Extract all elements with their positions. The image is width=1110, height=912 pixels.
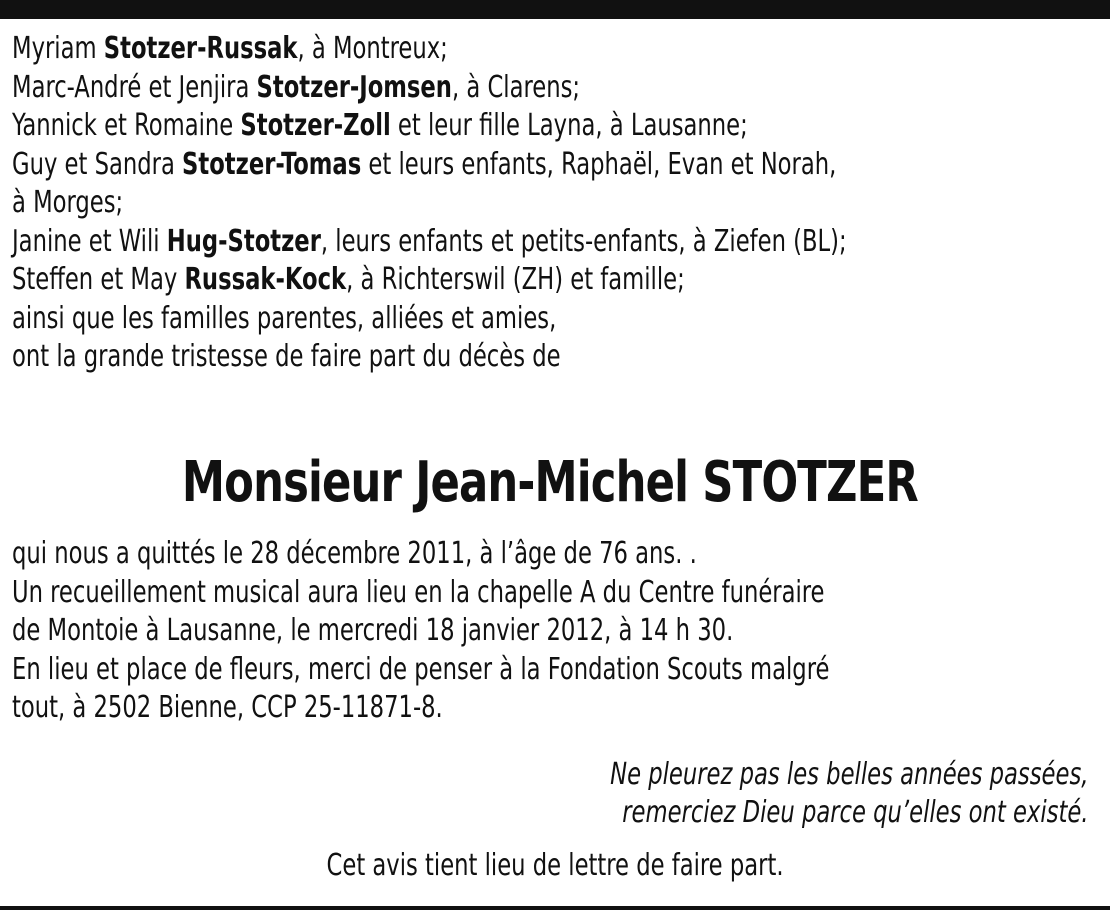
quote-line: Ne pleurez pas les belles années passées, [609,757,1088,792]
body-line: tout, à 2502 Bienne, CCP 25-11871-8. [12,690,443,725]
deceased-name: Monsieur Jean-Michel STOTZER [182,450,918,515]
quote-line: remerciez Dieu parce qu’elles ont existé. [621,795,1088,830]
family-line: ont la grande tristesse de faire part du décès de [12,339,561,374]
body-line: qui nous a quittés le 28 décembre 2011, à l’âge de 76 ans. . [12,536,697,571]
family-line: Guy et Sandra Stotzer-Tomas et leurs enfants, Raphaël, Evan et Norah, [12,146,837,182]
family-list [12,30,928,377]
family-line: Myriam Stotzer-Russak, à Montreux; [12,31,448,66]
family-line: Janine et Wili Hug-Stotzer, leurs enfants et petits-enfants, à Ziefen (BL); [12,223,847,259]
bottom-rule [0,906,1110,910]
memorial-quote [610,756,1088,832]
family-line: Marc-André et Jenjira Stotzer-Jomsen, à Clarens; [12,69,581,105]
family-line: ainsi que les familles parentes, alliées et amies, [12,300,557,336]
announcement-body [12,535,928,728]
body-line: En lieu et place de fleurs, merci de penser à la Fondation Scouts malgré [12,651,830,687]
family-line: Yannick et Romaine Stotzer-Zoll et leur fille Layna, à Lausanne; [12,108,748,143]
closing-note: Cet avis tient lieu de lettre de faire part. [326,848,784,883]
family-line: à Morges; [12,185,124,220]
family-line: Steffen et May Russak-Kock, à Richterswil (ZH) et famille; [12,262,685,297]
top-rule [0,0,1110,19]
body-line: Un recueillement musical aura lieu en la chapelle A du Centre funéraire [12,574,825,610]
body-line: de Montoie à Lausanne, le mercredi 18 janvier 2012, à 14 h 30. [12,613,734,648]
